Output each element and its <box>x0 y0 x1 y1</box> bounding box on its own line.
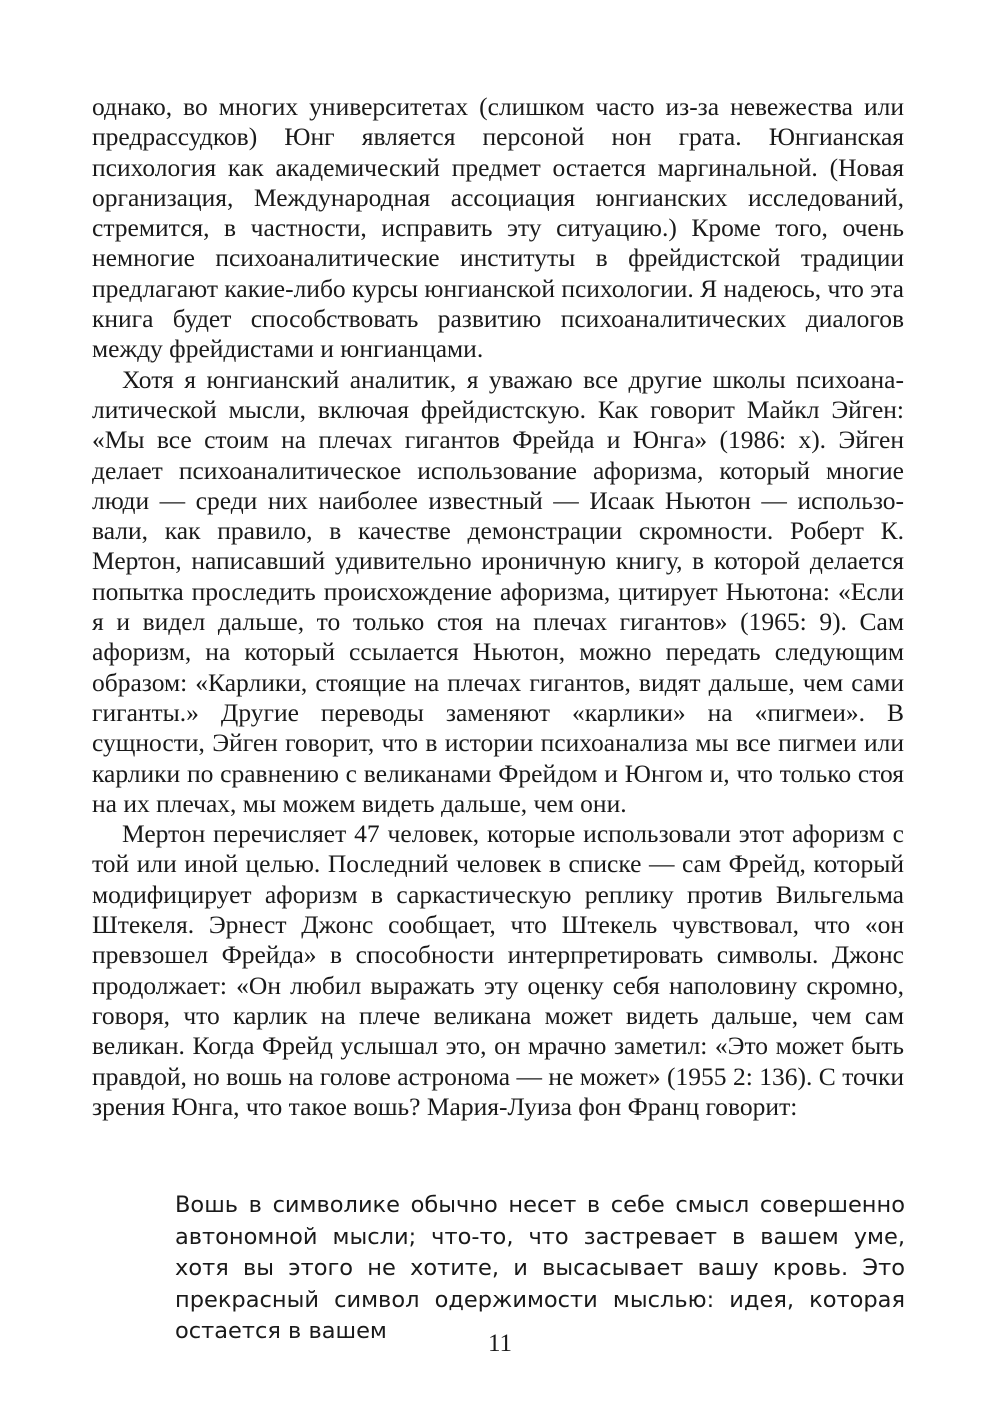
paragraph-3: Мертон перечисляет 47 человек, которые использовали этот афоризм с той или иной целью. Последний человек в списке — сам Фрейд, который модифицирует афоризм в саркастическую реплику против Вильгельма Штекеля. Эрнест Джонс сообщает, что Штекель чувствовал, что «он превзошел Фрейда» в способности интерпретировать символы. Джонс продолжает: «Он любил выражать эту оценку себя наполовину скромно, говоря, что карлик на плече великана может видеть дальше, чем сам великан. Когда Фрейд услышал это, он мрачно заметил: «Это может быть правдой, но вошь на голове астронома — не может» (1955 2: 136). С точки зрения Юнга, что такое вошь? Мария-Луиза фон Франц говорит: <box>92 819 904 1121</box>
paragraph-2: Хотя я юнгианский аналитик, я уважаю все другие школы психоаналитической мысли, включая фрейдистскую. Как говорит Майкл Эйген: «Мы все стоим на плечах гигантов Фрейда и Юнга» (1986: x). Эйген делает психоаналитическое использование афоризма, который многие люди — среди них наиболее известный — Исаак Ньютон — использовали, как правило, в качестве демонстрации скромности. Роберт К. Мертон, написавший удивительно ироничную книгу, в которой делается попытка проследить происхождение афоризма, цитирует Ньютона: «Если я и видел дальше, то только стоя на плечах гигантов» (1965: 9). Сам афоризм, на который ссылается Ньютон, можно передать следующим образом: «Карлики, стоящие на плечах гигантов, видят дальше, чем сами гиганты.» Другие переводы заменяют «карлики» на «пигмеи». В сущности, Эйген говорит, что в истории психоанализа мы все пигмеи или карлики по сравнению с великанами Фрейдом и Юнгом и, что только стоя на их плечах, мы можем видеть дальше, чем они. <box>92 364 904 818</box>
block-quote: Вошь в символике обычно несет в себе смысл совершенно автономной мысли; что-то, что застревает в вашем уме, хотя вы этого не хотите, и высасывает вашу кровь. Это прекрасный символ одержимости мыслью: идея, которая остается в вашем <box>175 1192 905 1344</box>
page-number: 11 <box>487 1330 513 1357</box>
page-body <box>92 92 904 1122</box>
paragraph-1: однако, во многих университетах (слишком часто из-за невежества или предрассудков) Юнг является персоной нон грата. Юнгианская психология как академический предмет остается маргинальной. (Новая организация, Международная ассоциация юнгианских исследований, стремится, в частности, исправить эту ситуацию.) Кроме того, очень немногие психоаналитические институты в фрейдистской традиции предлагают какие-либо курсы юнгианской психологии. Я надеюсь, что эта книга будет способствовать развитию психоаналитических диалогов между фрейдистами и юнгианцами. <box>92 92 904 364</box>
